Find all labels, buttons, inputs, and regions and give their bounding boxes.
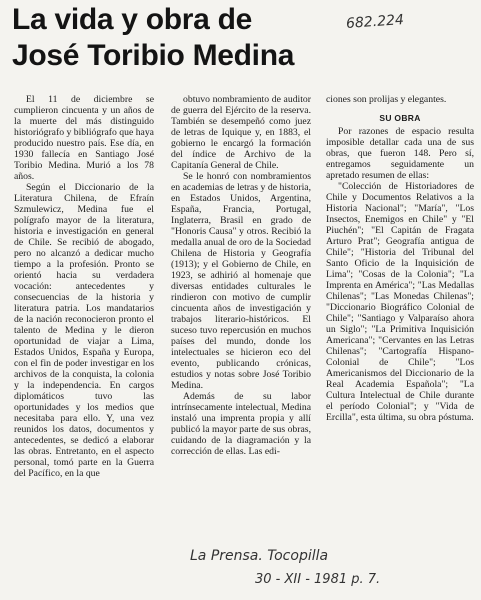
article-column-2 [171, 94, 311, 457]
paragraph: Además de su labor intrínsecamente intelectual, Medina instaló una imprenta propia y allí publicó la mayor parte de sus obras, cuidando de la diagramación y la corrección de ellas. Las edi- [171, 391, 311, 457]
article-headline [12, 2, 412, 74]
handwritten-date-note: 30 - XII - 1981 p. 7. [255, 572, 381, 587]
section-subhead: SU OBRA [379, 113, 421, 123]
article-column-1 [14, 94, 154, 479]
handwritten-source-note: La Prensa. Tocopilla [190, 548, 329, 564]
paragraph: obtuvo nombramiento de auditor de guerra del Ejército de la reserva. También se desempeñó como juez de letras de Iquique y, en 1883, el gobierno le encargó la formación del índice de Archivo de la Capitanía General de Chile. [171, 94, 311, 171]
paragraph: Según el Diccionario de la Literatura Chilena, de Efraín Szmulewicz, Medina fue el polígrafo mayor de la literatura, historia e investigación en general de Chile. Se recibió de abogado, pero no alcanzó a dedicar mucho tiempo a la profesión. Pronto se orientó hacia su verdadera vocación: antecedentes y consecuencias de la historia y literatura patria. Los mandatarios de la nación reconocieron pronto el talento de Medina y le dieron oportunidad de viajar a Lima, Estados Unidos, España y Europa, con el fin de poder investigar en los archivos de la conquista, la colonia y la independencia. En cargos diplomáticos tuvo las oportunidades y los medios que necesitaba para ello. Y, una vez reunidos los datos, documentos y antecedentes, se dedicó a elaborar las obras. Entretanto, en el aspecto personal, tomó parte en la Guerra del Pacífico, en la que [14, 182, 154, 479]
headline-line-1: La vida y obra de [12, 3, 252, 36]
paragraph: ciones son prolijas y elegantes. [326, 94, 447, 105]
handwritten-catalog-code: 682.224 [345, 11, 405, 33]
headline-line-2: José Toribio Medina [12, 39, 295, 72]
paragraph: "Colección de Historiadores de Chile y Documentos Relativos a la Historia Nacional"; "María", "Los Insectos, Enemigos en Chile" y "El Piuchén"; "El Capitán de Fragata Arturo Prat"; Geografía antigua de Chile"; "Historia del Tribunal del Santo Oficio de la Inquisición de Lima"; "Cosas de la Colonia"; "La Imprenta en América"; "Las Medallas Chilenas"; "Las Monedas Chilenas"; "Diccionario Biográfico Colonial de Chile"; "Santiago y Valparaíso ahora un Siglo"; "La Primitiva Inquisición Americana"; "Cervantes en las Letras Chilenas"; "Cartografía Hispano-Colonial de Chile"; "Los Americanismos del Diccionario de la Real Academia Española"; "La Cultura Intelectual de Chile durante el período Colonial"; y "Vida de Ercilla", esta última, su obra póstuma. [326, 181, 474, 423]
paragraph: Se le honró con nombramientos en academias de letras y de historia, en Estados Unidos, Argentina, España, Francia, Portugal, Inglaterra, Brasil en grado de "Honoris Causa" y otros. Recibió la medalla anual de oro de la Sociedad Chilena de Historia y Geografía (1913); y el Gobierno de Chile, en 1923, se adhirió al homenaje que diversas entidades culturales le rindieron con motivo de cumplir cincuenta años de investigación y trabajos literario-históricos. El suceso tuvo repercusión en muchos países del mundo, donde los intelectuales se hicieron eco del evento, publicando crónicas, estudios y notas sobre José Toribio Medina. [171, 171, 311, 391]
article-column-3 [326, 94, 474, 423]
paragraph: El 11 de diciembre se cumplieron cincuenta y un años de la muerte del más distinguido historiógrafo y bibliógrafo que haya producido nuestro país. Ese día, en 1930 fallecía en Santiago José Toribio Medina. Murió a los 78 años. [14, 94, 154, 182]
paragraph: Por razones de espacio resulta imposible detallar cada una de sus obras, que fueron 148. Pero sí, entregamos seguidamente un apretado resumen de ellas: [326, 126, 474, 181]
